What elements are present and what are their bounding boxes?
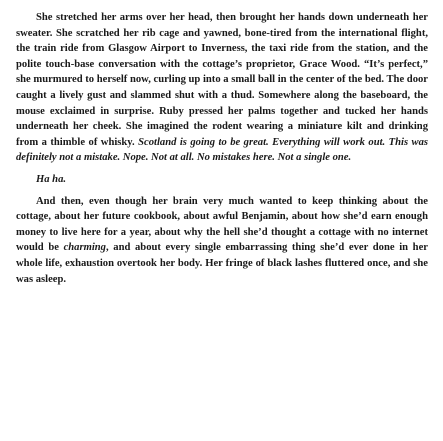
paragraph-1-italic-thoughts: Scotland is going to be great. Everything will work out. This was definitely not a mistake. Nope. Not at all. No mistakes here. Not a single one. <box>16 136 429 164</box>
paragraph-3-text-end: , and about every single embarrassing thing she’d ever done in her whole life, exhaustion overtook her body. Her fringe of black lashes fluttered once, and she was asleep. <box>16 242 428 285</box>
paragraph-2 <box>16 172 428 188</box>
paragraph-3-italic-word: charming <box>63 242 106 254</box>
paragraph-1-text: She stretched her arms over her head, then brought her hands down underneath her sweater. She scratched her rib cage and yawned, bone-tired from the international flight, the train ride from Glasgow Airport to Inverness, the taxi ride from the station, and the polite touch-base conversation with the cottage’s proprietor, Grace Wood. “It’s perfect,” she murmured to herself now, curling up into a small ball in the center of the bed. The door caught a lively gust and slammed shut with a thud. Somewhere along the baseboard, the mouse exclaimed in surprise. Ruby pressed her palms together and tucked her hands underneath her cheek. She imagined the rodent wearing a miniature kilt and drinking from a thimble of whisky. <box>16 12 428 148</box>
paragraph-1 <box>16 10 428 166</box>
paragraph-3-text-start: And then, even though her brain very much wanted to keep thinking about the cottage, about her future cookbook, about awful Benjamin, about how she’d earn enough money to live here for a year, about why the hell she’d thought a cottage with no internet would be <box>16 195 428 254</box>
paragraph-2-italic-text: Ha ha. <box>36 173 67 185</box>
paragraph-3 <box>16 194 428 288</box>
document-page <box>16 10 428 287</box>
